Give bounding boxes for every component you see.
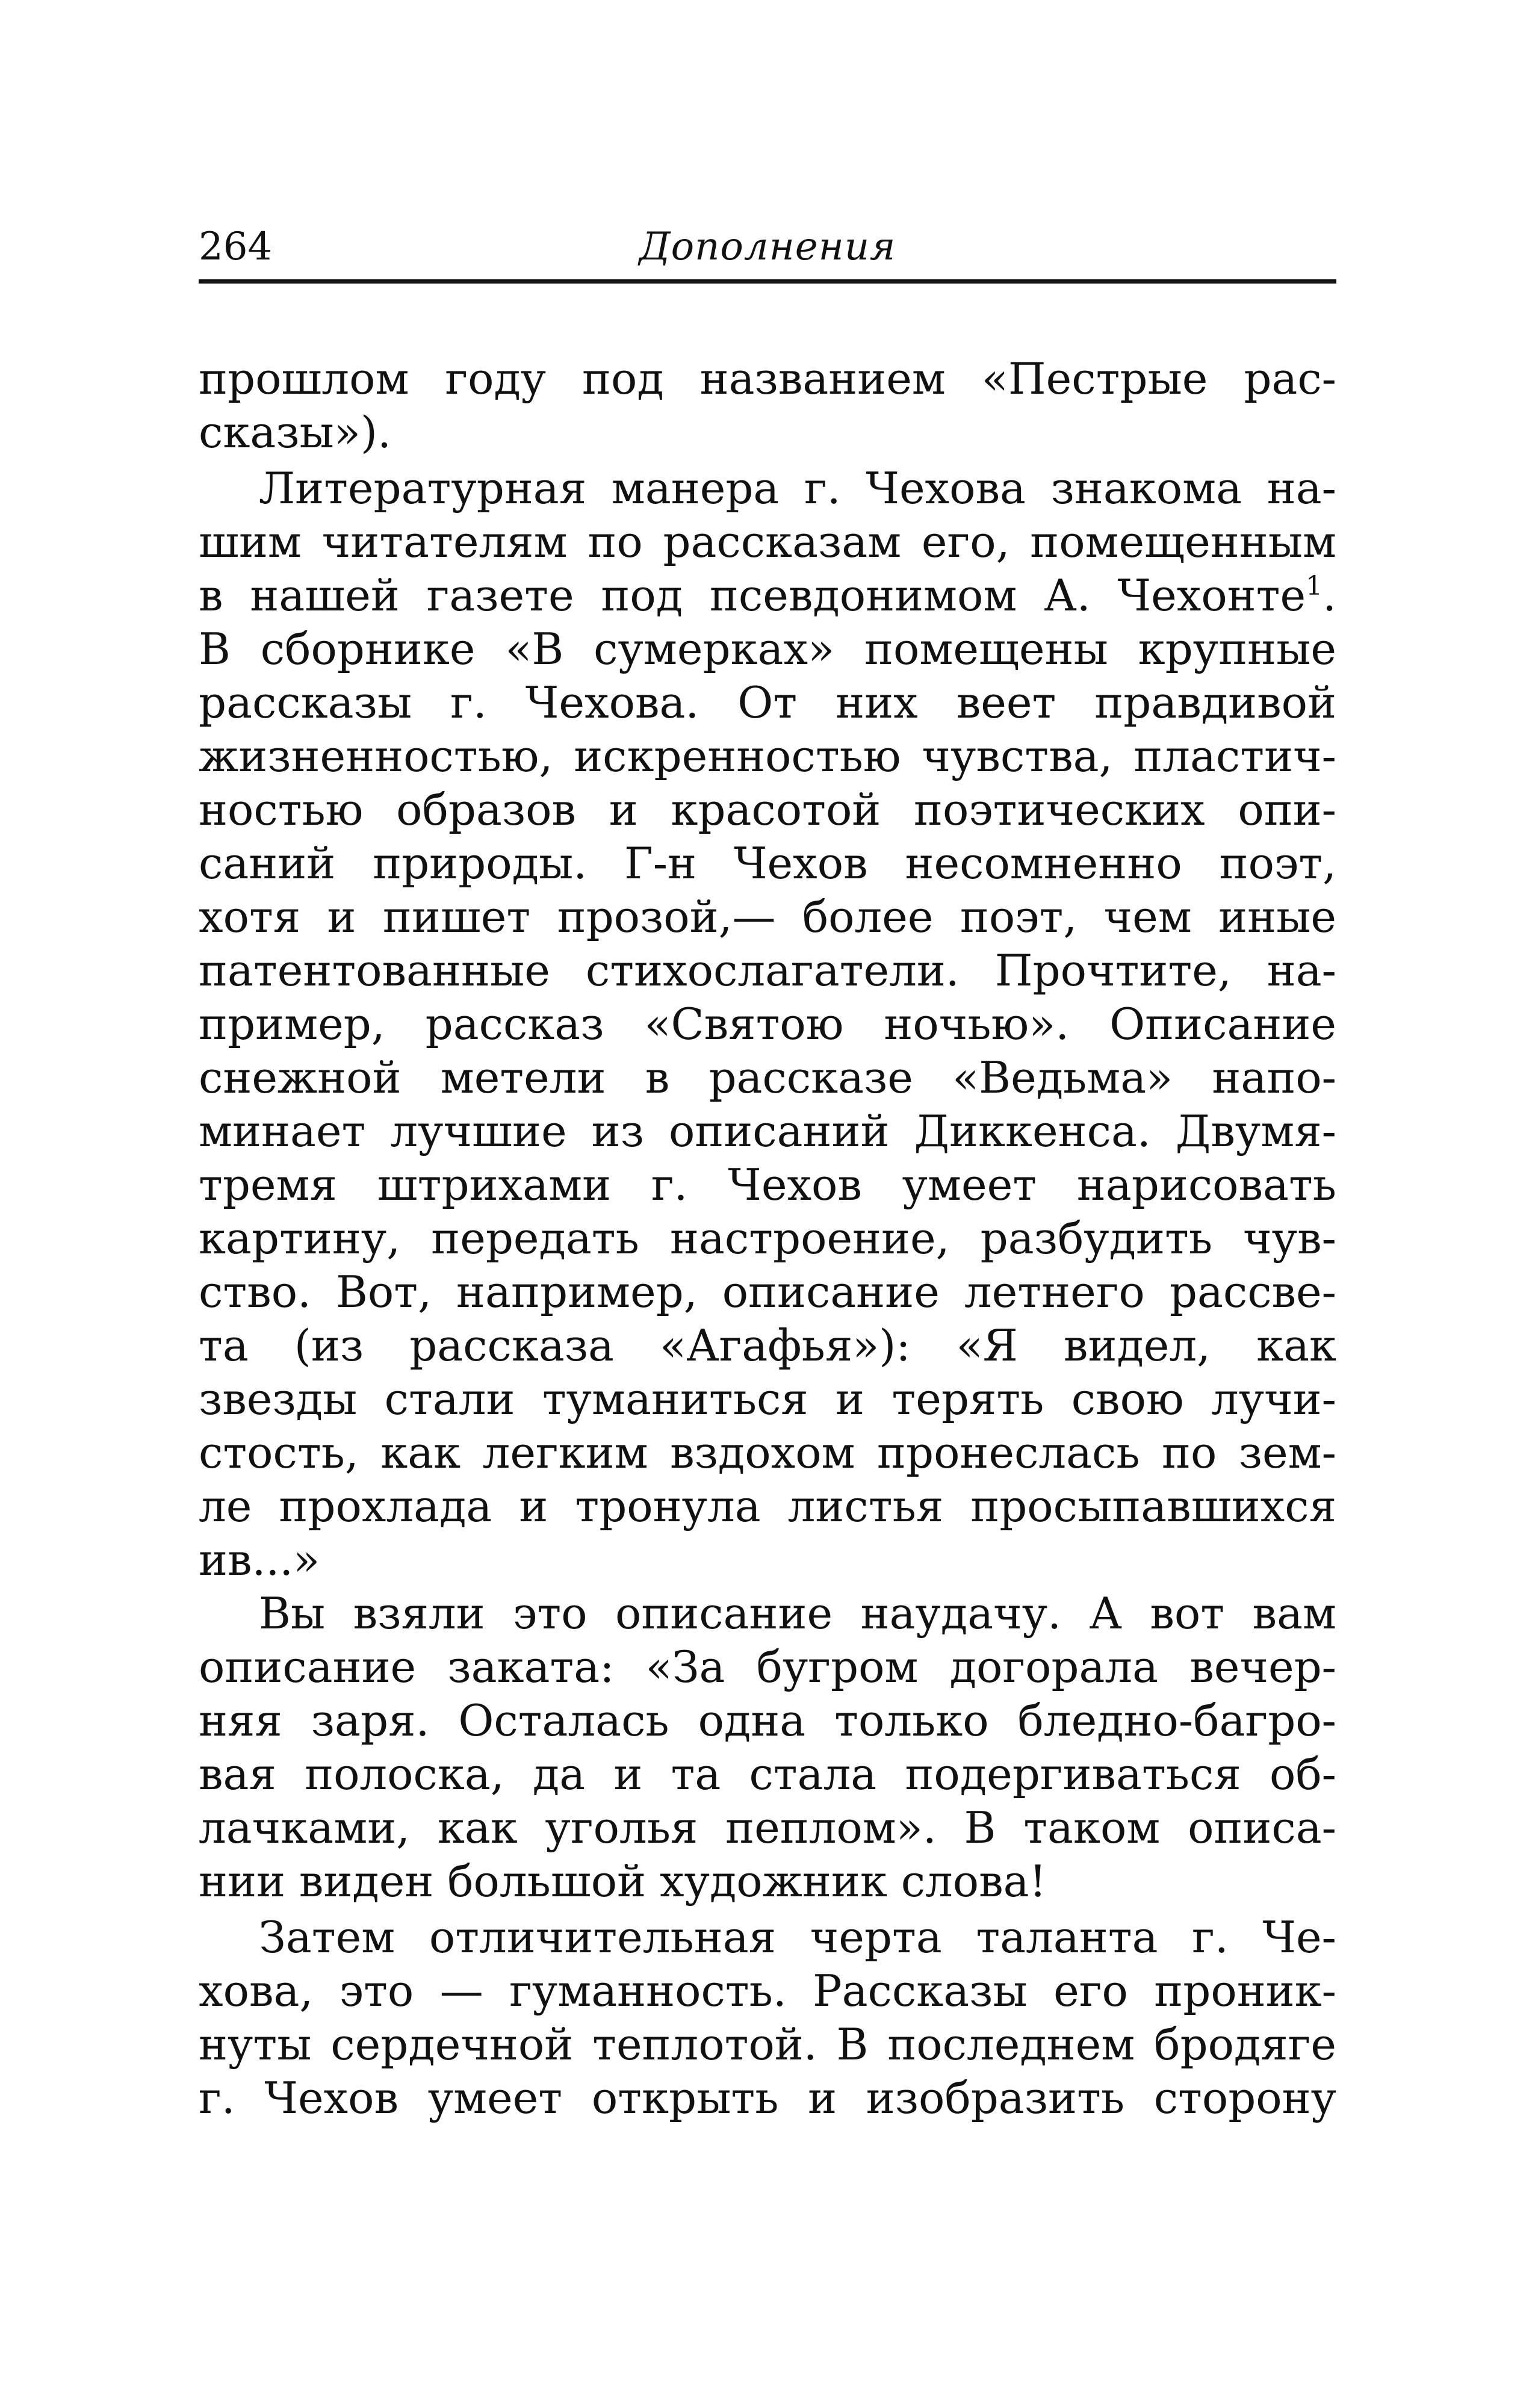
text-line: ство. Вот, например, описание летнего рассве- <box>199 1267 1336 1317</box>
text-line-content: в нашей газете под псевдонимом А. Чехонте <box>199 570 1306 621</box>
footnote-marker-suffix: . <box>1323 570 1336 621</box>
text-line: нии виден большой художник слова! <box>199 1856 1047 1907</box>
footnote-marker: 1 <box>1306 571 1323 601</box>
text-line: прошлом году под названием «Пестрые рас- <box>199 353 1336 404</box>
text-line: сказы»). <box>199 407 391 458</box>
text-line: ностью образов и красотой поэтических опи- <box>199 784 1336 835</box>
page-number: 264 <box>199 225 273 269</box>
text-line-with-footnote <box>199 569 1336 622</box>
text-line: звезды стали туманиться и терять свою лучи- <box>199 1374 1336 1424</box>
text-line: нуты сердечной теплотой. В последнем бродяге <box>199 2019 1336 2070</box>
text-line: та (из рассказа «Агафья»): «Я видел, как <box>199 1320 1336 1371</box>
text-line: снежной метели в рассказе «Ведьма» напо- <box>199 1052 1336 1103</box>
text-line: В сборнике «В сумерках» помещены крупные <box>199 624 1336 674</box>
text-line: Вы взяли это описание наудачу. А вот вам <box>259 1588 1336 1639</box>
body-text <box>199 352 1336 2125</box>
text-line: Затем отличительная черта таланта г. Че- <box>259 1912 1336 1963</box>
text-line: минает лучшие из описаний Диккенса. Двумя- <box>199 1106 1336 1156</box>
text-line: ив...» <box>199 1534 320 1585</box>
text-line: няя заря. Осталась одна только бледно-багро- <box>199 1695 1336 1746</box>
text-line: рассказы г. Чехова. От них веет правдивой <box>199 677 1336 728</box>
text-line: саний природы. Г-н Чехов несомненно поэт, <box>199 838 1336 889</box>
text-line: тремя штрихами г. Чехов умеет нарисовать <box>199 1159 1336 1210</box>
text-line: хотя и пишет прозой,— более поэт, чем иные <box>199 892 1336 942</box>
running-head <box>199 223 1336 271</box>
text-line: шим читателям по рассказам его, помещенным <box>199 517 1336 567</box>
text-line: вая полоска, да и та стала подергиваться об- <box>199 1749 1336 1799</box>
text-line: описание заката: «За бугром догорала вечер- <box>199 1642 1336 1692</box>
text-line: жизненностью, искренностью чувства, пластич- <box>199 731 1336 781</box>
text-line: картину, передать настроение, разбудить чув- <box>199 1213 1336 1264</box>
header-rule <box>199 279 1336 284</box>
text-line: г. Чехов умеет открыть и изобразить сторону <box>199 2073 1336 2123</box>
text-line: стость, как легким вздохом пронеслась по зем- <box>199 1427 1336 1478</box>
text-line: Литературная манера г. Чехова знакома на- <box>259 463 1336 514</box>
text-line: хова, это — гуманность. Рассказы его проник- <box>199 1966 1336 2016</box>
text-line: патентованные стихослагатели. Прочтите, на- <box>199 945 1336 996</box>
text-line: ле прохлада и тронула листья просыпавшихся <box>199 1481 1336 1531</box>
section-title: Дополнения <box>639 225 896 269</box>
text-line: пример, рассказ «Святою ночью». Описание <box>199 999 1336 1049</box>
text-line: лачками, как уголья пеплом». В таком описа- <box>199 1802 1336 1853</box>
